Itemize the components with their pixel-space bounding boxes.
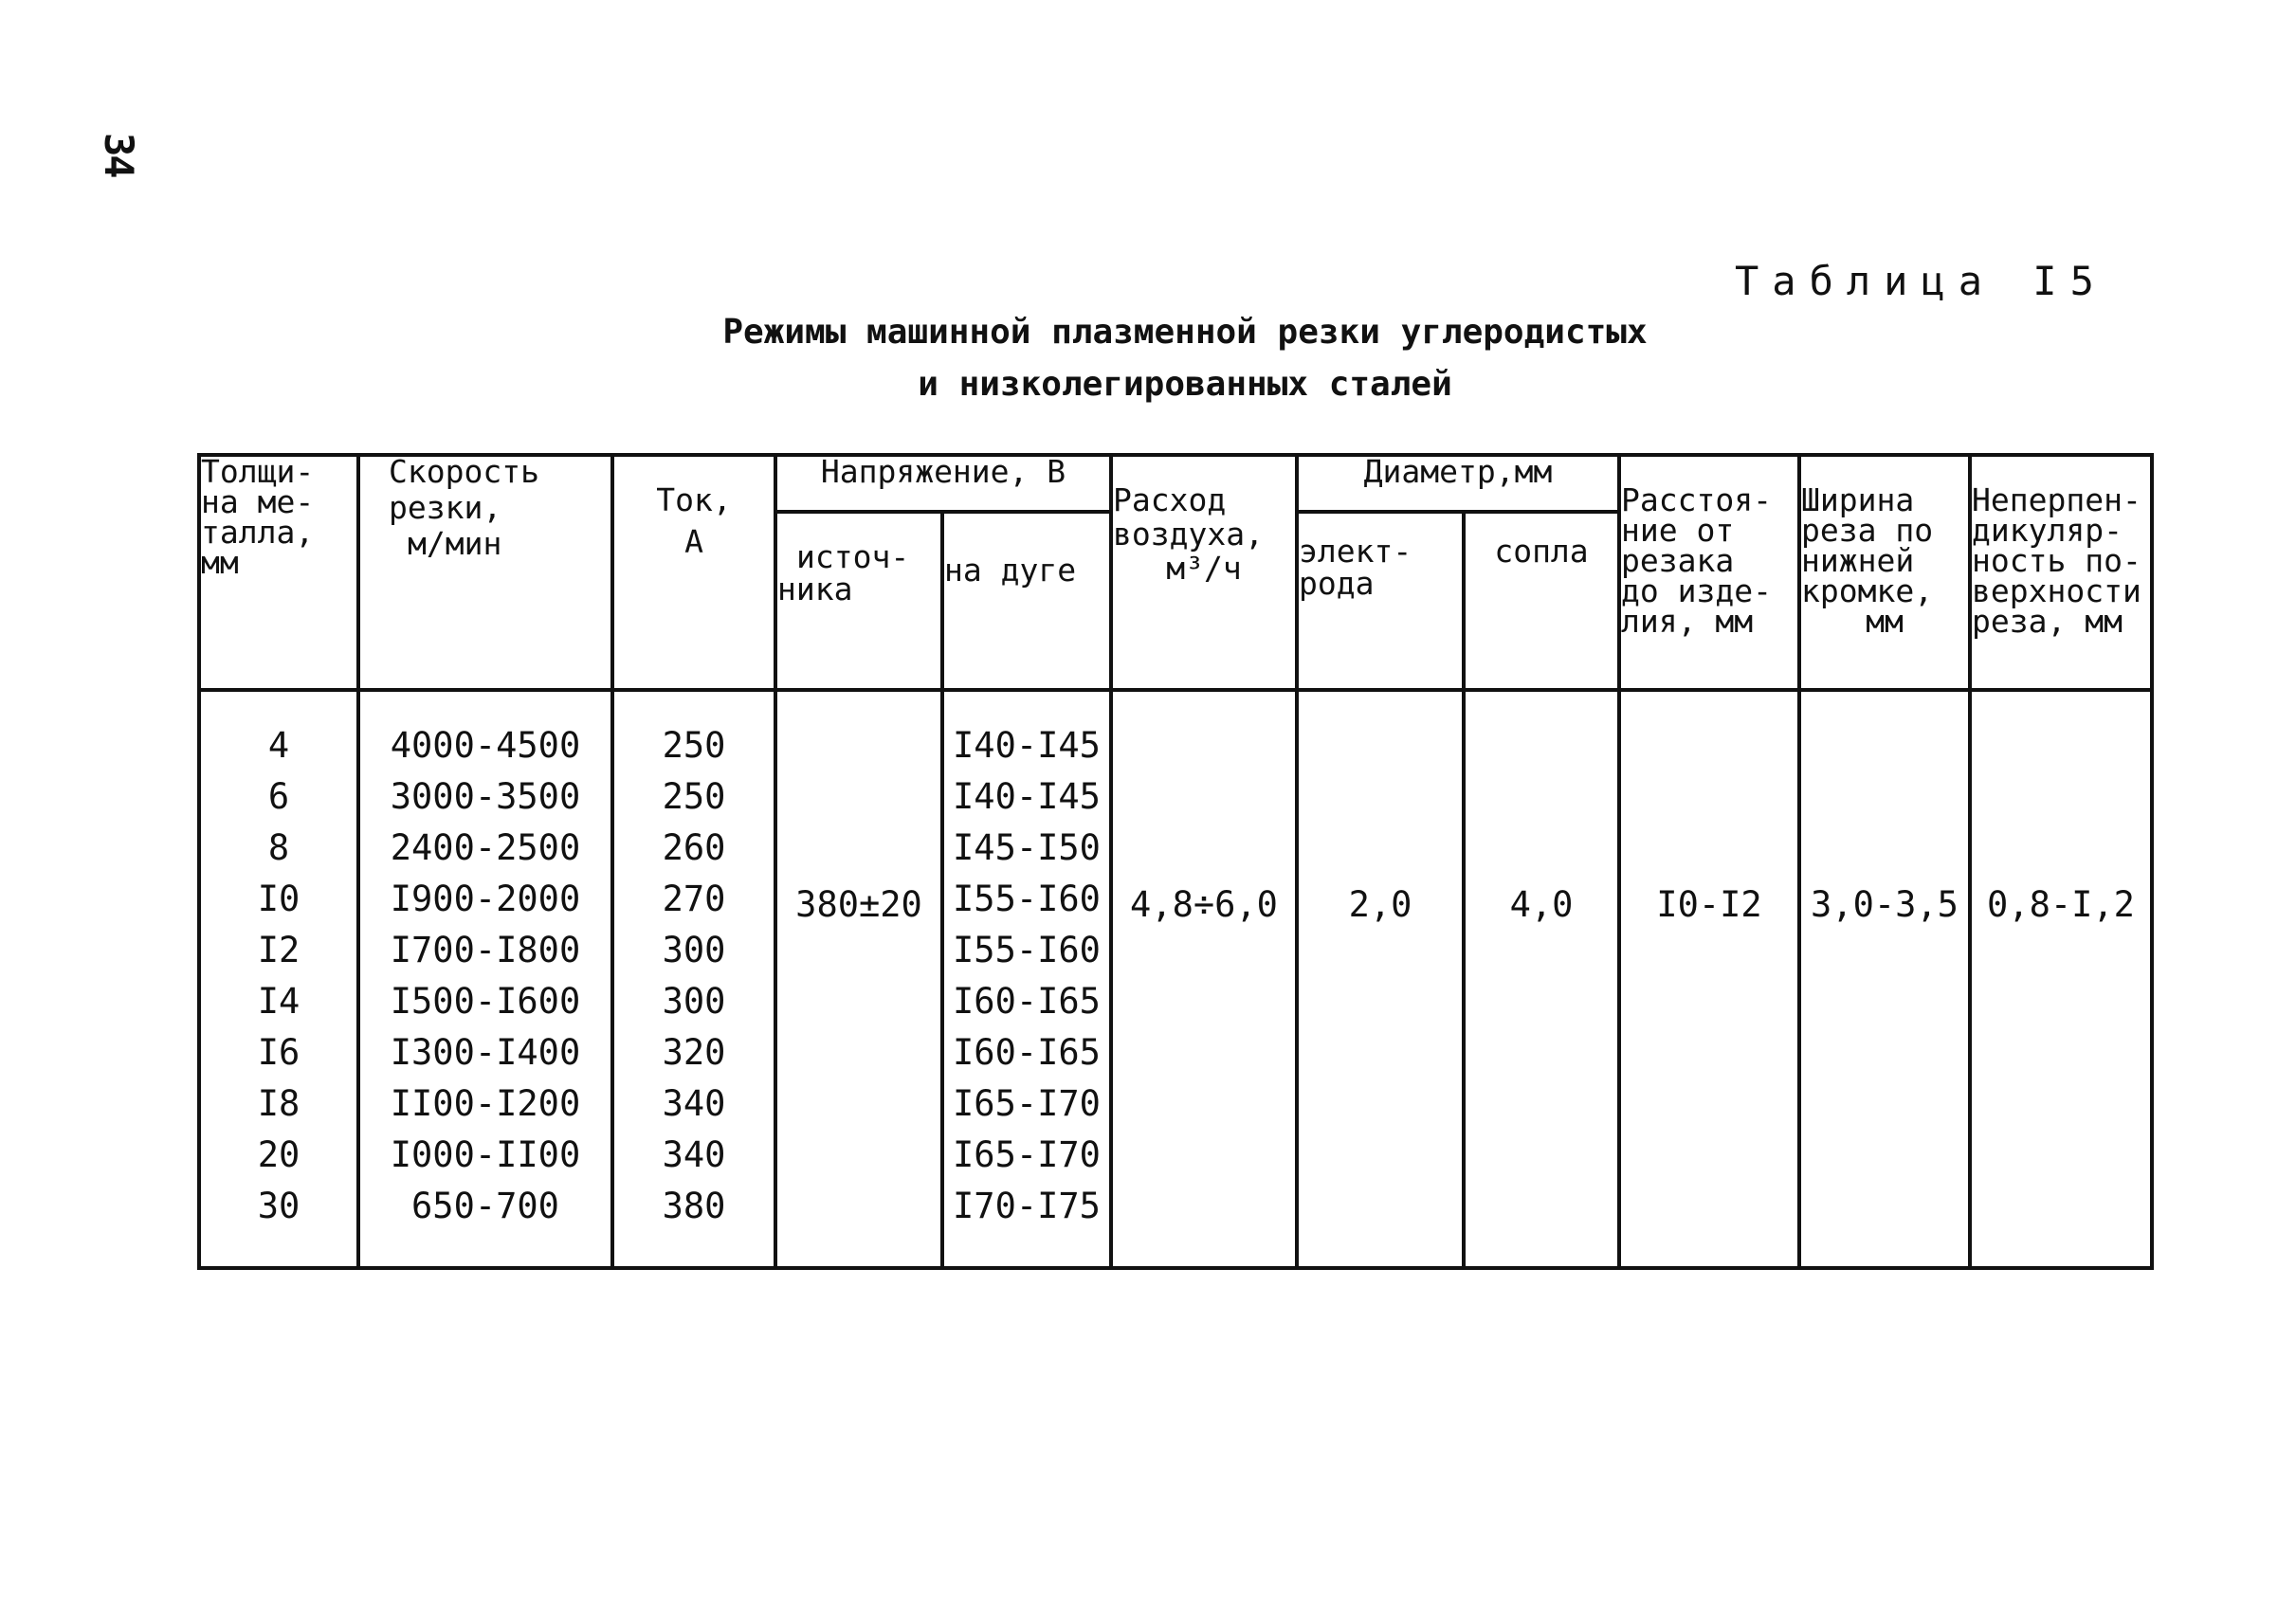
table-title-line2: и низколегированных сталей	[918, 365, 1452, 404]
cell-electrode-diameter: 2,0	[1297, 690, 1464, 1268]
cell-distance: I0-I2	[1619, 690, 1799, 1268]
table-label: Таблица I5	[1735, 258, 2107, 304]
header-current: Ток, А	[612, 455, 775, 690]
col-arc-voltage: I40-I45 I40-I45 I45-I50 I55-I60 I55-I60 I60-I65 I60-I65 I65-I70 I65-I70 I70-I75	[942, 690, 1111, 1268]
page-number: 34	[96, 133, 142, 177]
header-speed: Скорость резки, м/мин	[358, 455, 612, 690]
cell-width: 3,0-3,5	[1799, 690, 1970, 1268]
col-speed: 4000-4500 3000-3500 2400-2500 I900-2000 I700-I800 I500-I600 I300-I400 II00-I200 I000-II00 650-700	[358, 690, 612, 1268]
cell-air-flow: 4,8÷6,0	[1111, 690, 1297, 1268]
cell-nozzle-diameter: 4,0	[1464, 690, 1619, 1268]
header-voltage-group: Напряжение, В	[775, 455, 1111, 512]
col-thickness: 4 6 8 I0 I2 I4 I6 I8 20 30	[199, 690, 358, 1268]
header-diameter-group: Диаметр,мм	[1297, 455, 1619, 512]
table-title-line1: Режимы машинной плазменной резки углеродистых	[722, 313, 1648, 352]
cutting-modes-table	[197, 453, 2154, 1270]
header-distance: Расстоя- ние от резака до изде- лия, мм	[1619, 455, 1799, 690]
header-diameter-nozzle: сопла	[1464, 512, 1619, 690]
header-width: Ширина реза по нижней кромке, мм	[1799, 455, 1970, 690]
col-current: 250 250 260 270 300 300 320 340 340 380	[612, 690, 775, 1268]
cell-source-voltage: 380±20	[775, 690, 942, 1268]
header-air-flow: Расход воздуха, м³/ч	[1111, 455, 1297, 690]
cell-perpendicularity: 0,8-I,2	[1970, 690, 2152, 1268]
header-perpendicularity: Неперпен- дикуляр- ность по- верхности реза, мм	[1970, 455, 2152, 690]
header-voltage-source: источ- ника	[775, 512, 942, 690]
header-thickness: Толщи- на ме- талла, мм	[199, 455, 358, 690]
header-voltage-arc: на дуге	[942, 512, 1111, 690]
header-diameter-electrode: элект- рода	[1297, 512, 1464, 690]
